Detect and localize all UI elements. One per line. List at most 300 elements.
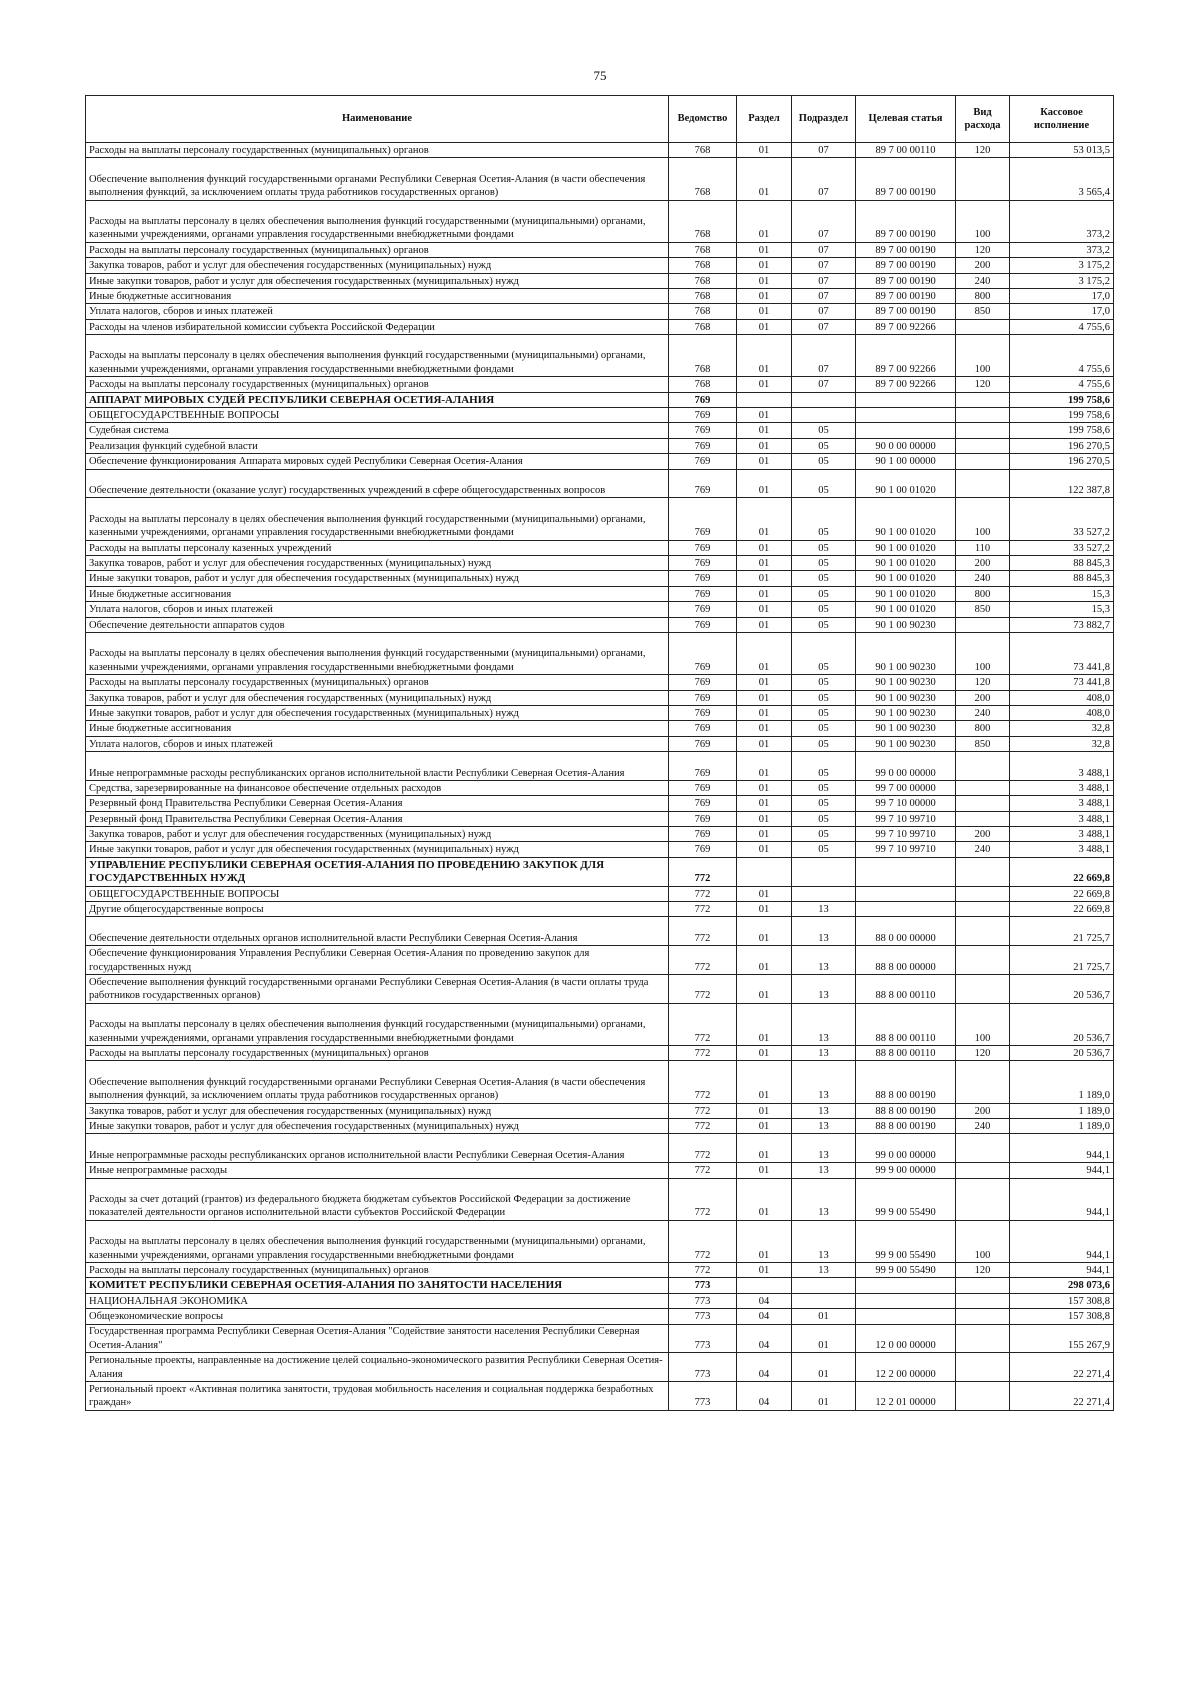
- cell-amount: 20 536,7: [1010, 1003, 1114, 1045]
- table-row: [86, 1046, 1114, 1061]
- cell-amount: 22 271,4: [1010, 1353, 1114, 1382]
- cell-kind: 200: [956, 1103, 1010, 1118]
- cell-dept: 772: [669, 1220, 737, 1262]
- cell-name: Судебная система: [86, 423, 669, 438]
- cell-section: 01: [737, 1046, 792, 1061]
- cell-kind: [956, 1293, 1010, 1308]
- cell-amount: 32,8: [1010, 736, 1114, 751]
- cell-dept: 772: [669, 1046, 737, 1061]
- cell-amount: 944,1: [1010, 1163, 1114, 1178]
- cell-amount: 199 758,6: [1010, 392, 1114, 407]
- cell-kind: [956, 1163, 1010, 1178]
- cell-dept: 768: [669, 143, 737, 158]
- cell-dept: 769: [669, 690, 737, 705]
- cell-name: Обеспечение деятельности отдельных органов исполнительной власти Республики Северная Осетия-Алания: [86, 917, 669, 946]
- cell-section: [737, 392, 792, 407]
- cell-section: 01: [737, 158, 792, 200]
- table-row: [86, 408, 1114, 423]
- cell-dept: 768: [669, 158, 737, 200]
- cell-kind: [956, 1178, 1010, 1220]
- cell-subsection: 05: [792, 617, 856, 632]
- cell-amount: 944,1: [1010, 1220, 1114, 1262]
- cell-target: 12 2 00 00000: [856, 1353, 956, 1382]
- cell-dept: 769: [669, 617, 737, 632]
- cell-name: Расходы на выплаты персоналу государственных (муниципальных) органов: [86, 242, 669, 257]
- cell-name: Реализация функций судебной власти: [86, 438, 669, 453]
- cell-target: 99 0 00 00000: [856, 752, 956, 781]
- cell-target: 99 9 00 55490: [856, 1262, 956, 1277]
- table-row: [86, 721, 1114, 736]
- cell-amount: 15,3: [1010, 586, 1114, 601]
- cell-dept: 768: [669, 200, 737, 242]
- table-row: [86, 1262, 1114, 1277]
- cell-kind: 200: [956, 690, 1010, 705]
- cell-dept: 769: [669, 408, 737, 423]
- cell-name: Региональный проект «Активная политика занятости, трудовая мобильность населения и социальная поддержка безработных граждан»: [86, 1382, 669, 1411]
- cell-name: Иные бюджетные ассигнования: [86, 288, 669, 303]
- cell-dept: 772: [669, 857, 737, 886]
- cell-section: 01: [737, 902, 792, 917]
- cell-target: 99 7 10 99710: [856, 811, 956, 826]
- cell-amount: 4 755,6: [1010, 335, 1114, 377]
- cell-name: Расходы на выплаты персоналу государственных (муниципальных) органов: [86, 1262, 669, 1277]
- cell-subsection: 05: [792, 454, 856, 469]
- cell-target: [856, 392, 956, 407]
- cell-section: 01: [737, 1134, 792, 1163]
- cell-name: Обеспечение выполнения функций государственными органами Республики Северная Осетия-Алания (в части обеспечения выполнения функций, за исключением оплаты труда работников государственных органов): [86, 158, 669, 200]
- table-row: [86, 632, 1114, 674]
- cell-subsection: 05: [792, 721, 856, 736]
- cell-target: 12 2 01 00000: [856, 1382, 956, 1411]
- cell-subsection: 07: [792, 288, 856, 303]
- col-header-name: Наименование: [86, 96, 669, 143]
- cell-section: 01: [737, 827, 792, 842]
- cell-amount: 298 073,6: [1010, 1278, 1114, 1293]
- cell-section: 01: [737, 438, 792, 453]
- cell-amount: 22 669,8: [1010, 902, 1114, 917]
- cell-target: 88 8 00 00110: [856, 1003, 956, 1045]
- cell-kind: 100: [956, 335, 1010, 377]
- cell-subsection: 05: [792, 571, 856, 586]
- cell-amount: 33 527,2: [1010, 498, 1114, 540]
- table-row: [86, 454, 1114, 469]
- cell-target: 90 1 00 01020: [856, 540, 956, 555]
- cell-dept: 769: [669, 811, 737, 826]
- cell-dept: 768: [669, 304, 737, 319]
- table-row: [86, 377, 1114, 392]
- cell-kind: [956, 1134, 1010, 1163]
- budget-table: [85, 95, 1114, 1411]
- cell-dept: 768: [669, 288, 737, 303]
- cell-section: 01: [737, 721, 792, 736]
- cell-amount: 4 755,6: [1010, 377, 1114, 392]
- cell-kind: 110: [956, 540, 1010, 555]
- table-row: [86, 946, 1114, 975]
- table-row: [86, 319, 1114, 334]
- cell-dept: 769: [669, 827, 737, 842]
- cell-target: [856, 857, 956, 886]
- cell-amount: 22 271,4: [1010, 1382, 1114, 1411]
- cell-section: 01: [737, 273, 792, 288]
- cell-dept: 769: [669, 602, 737, 617]
- cell-target: 90 1 00 01020: [856, 586, 956, 601]
- cell-section: 04: [737, 1382, 792, 1411]
- cell-dept: 773: [669, 1278, 737, 1293]
- table-row: [86, 258, 1114, 273]
- cell-amount: 1 189,0: [1010, 1061, 1114, 1103]
- table-row: [86, 1278, 1114, 1293]
- cell-section: 01: [737, 377, 792, 392]
- cell-dept: 768: [669, 258, 737, 273]
- cell-target: [856, 1309, 956, 1324]
- cell-target: 89 7 00 00110: [856, 143, 956, 158]
- cell-section: 01: [737, 258, 792, 273]
- cell-section: 01: [737, 1163, 792, 1178]
- cell-target: 99 9 00 55490: [856, 1178, 956, 1220]
- cell-target: 90 1 00 90230: [856, 632, 956, 674]
- cell-target: 88 8 00 00110: [856, 1046, 956, 1061]
- cell-kind: 850: [956, 736, 1010, 751]
- cell-section: 01: [737, 780, 792, 795]
- col-header-amount: Кассовое исполнение: [1010, 96, 1114, 143]
- cell-section: 01: [737, 705, 792, 720]
- cell-section: 01: [737, 571, 792, 586]
- cell-amount: 373,2: [1010, 242, 1114, 257]
- cell-section: 01: [737, 586, 792, 601]
- cell-amount: 4 755,6: [1010, 319, 1114, 334]
- cell-section: 01: [737, 1061, 792, 1103]
- cell-target: 89 7 00 00190: [856, 288, 956, 303]
- cell-kind: [956, 392, 1010, 407]
- cell-amount: 88 845,3: [1010, 556, 1114, 571]
- cell-subsection: 05: [792, 498, 856, 540]
- cell-dept: 769: [669, 675, 737, 690]
- cell-subsection: [792, 886, 856, 901]
- cell-subsection: 05: [792, 632, 856, 674]
- cell-dept: 772: [669, 1003, 737, 1045]
- cell-name: ОБЩЕГОСУДАРСТВЕННЫЕ ВОПРОСЫ: [86, 886, 669, 901]
- cell-dept: 769: [669, 438, 737, 453]
- table-row: [86, 736, 1114, 751]
- cell-dept: 768: [669, 242, 737, 257]
- table-row: [86, 423, 1114, 438]
- cell-kind: 800: [956, 288, 1010, 303]
- cell-dept: 769: [669, 842, 737, 857]
- cell-dept: 769: [669, 721, 737, 736]
- table-row: [86, 1382, 1114, 1411]
- cell-target: 89 7 00 92266: [856, 319, 956, 334]
- cell-amount: 3 488,1: [1010, 842, 1114, 857]
- cell-subsection: 07: [792, 200, 856, 242]
- cell-amount: 73 441,8: [1010, 675, 1114, 690]
- cell-target: [856, 423, 956, 438]
- cell-subsection: 01: [792, 1382, 856, 1411]
- table-row: [86, 602, 1114, 617]
- cell-dept: 769: [669, 571, 737, 586]
- cell-dept: 772: [669, 1118, 737, 1133]
- cell-target: 90 1 00 90230: [856, 721, 956, 736]
- cell-kind: 100: [956, 1003, 1010, 1045]
- cell-dept: 769: [669, 780, 737, 795]
- cell-target: 89 7 00 00190: [856, 273, 956, 288]
- cell-amount: 73 441,8: [1010, 632, 1114, 674]
- cell-target: [856, 902, 956, 917]
- cell-kind: [956, 1309, 1010, 1324]
- cell-name: Расходы на выплаты персоналу государственных (муниципальных) органов: [86, 143, 669, 158]
- table-row: [86, 811, 1114, 826]
- cell-kind: 800: [956, 586, 1010, 601]
- cell-amount: 408,0: [1010, 705, 1114, 720]
- cell-amount: 155 267,9: [1010, 1324, 1114, 1353]
- cell-section: [737, 1278, 792, 1293]
- cell-target: 89 7 00 92266: [856, 377, 956, 392]
- cell-subsection: 05: [792, 690, 856, 705]
- cell-kind: [956, 158, 1010, 200]
- cell-dept: 773: [669, 1382, 737, 1411]
- cell-section: 01: [737, 736, 792, 751]
- cell-section: 01: [737, 408, 792, 423]
- cell-name: Обеспечение функционирования Управления Республики Северная Осетия-Алания по проведению закупок для государственных нужд: [86, 946, 669, 975]
- cell-kind: [956, 796, 1010, 811]
- cell-subsection: 05: [792, 796, 856, 811]
- cell-section: 04: [737, 1353, 792, 1382]
- cell-target: [856, 408, 956, 423]
- cell-section: 01: [737, 319, 792, 334]
- cell-section: 01: [737, 632, 792, 674]
- cell-dept: 772: [669, 946, 737, 975]
- cell-dept: 769: [669, 586, 737, 601]
- cell-kind: [956, 811, 1010, 826]
- cell-section: 01: [737, 796, 792, 811]
- table-row: [86, 917, 1114, 946]
- cell-section: 01: [737, 335, 792, 377]
- cell-subsection: 13: [792, 946, 856, 975]
- cell-subsection: 05: [792, 602, 856, 617]
- cell-kind: [956, 1324, 1010, 1353]
- cell-subsection: 05: [792, 438, 856, 453]
- cell-name: Общеэкономические вопросы: [86, 1309, 669, 1324]
- cell-kind: 200: [956, 827, 1010, 842]
- cell-name: Расходы на выплаты персоналу государственных (муниципальных) органов: [86, 1046, 669, 1061]
- cell-subsection: 13: [792, 1103, 856, 1118]
- table-row: [86, 1220, 1114, 1262]
- cell-section: 01: [737, 946, 792, 975]
- cell-dept: 772: [669, 902, 737, 917]
- cell-section: 01: [737, 1103, 792, 1118]
- cell-target: 90 1 00 01020: [856, 469, 956, 498]
- cell-target: 12 0 00 00000: [856, 1324, 956, 1353]
- cell-target: 99 7 10 99710: [856, 842, 956, 857]
- table-row: [86, 143, 1114, 158]
- cell-section: 01: [737, 498, 792, 540]
- cell-kind: 240: [956, 842, 1010, 857]
- cell-subsection: 05: [792, 780, 856, 795]
- cell-target: 99 7 10 99710: [856, 827, 956, 842]
- cell-dept: 773: [669, 1309, 737, 1324]
- cell-kind: [956, 975, 1010, 1004]
- table-row: [86, 1003, 1114, 1045]
- cell-section: 01: [737, 242, 792, 257]
- cell-name: Уплата налогов, сборов и иных платежей: [86, 736, 669, 751]
- cell-kind: [956, 1382, 1010, 1411]
- cell-amount: 20 536,7: [1010, 1046, 1114, 1061]
- cell-target: 99 9 00 55490: [856, 1220, 956, 1262]
- cell-amount: 73 882,7: [1010, 617, 1114, 632]
- cell-subsection: 07: [792, 143, 856, 158]
- cell-amount: 32,8: [1010, 721, 1114, 736]
- cell-name: Расходы на выплаты персоналу в целях обеспечения выполнения функций государственными (муниципальными) органами, казенными учреждениями, органами управления государственными внебюджетными фондами: [86, 200, 669, 242]
- cell-subsection: 07: [792, 158, 856, 200]
- cell-dept: 769: [669, 423, 737, 438]
- table-row: [86, 586, 1114, 601]
- cell-subsection: 05: [792, 705, 856, 720]
- cell-section: 01: [737, 617, 792, 632]
- cell-name: Закупка товаров, работ и услуг для обеспечения государственных (муниципальных) нужд: [86, 1103, 669, 1118]
- cell-section: 01: [737, 540, 792, 555]
- cell-subsection: 13: [792, 1061, 856, 1103]
- cell-section: 01: [737, 556, 792, 571]
- cell-name: Расходы на выплаты персоналу государственных (муниципальных) органов: [86, 377, 669, 392]
- cell-subsection: 13: [792, 1118, 856, 1133]
- cell-kind: 100: [956, 498, 1010, 540]
- cell-kind: [956, 469, 1010, 498]
- cell-kind: 240: [956, 273, 1010, 288]
- cell-target: 89 7 00 92266: [856, 335, 956, 377]
- cell-target: 99 9 00 00000: [856, 1163, 956, 1178]
- cell-name: Иные закупки товаров, работ и услуг для обеспечения государственных (муниципальных) нужд: [86, 571, 669, 586]
- cell-target: 89 7 00 00190: [856, 200, 956, 242]
- cell-dept: 772: [669, 917, 737, 946]
- table-row: [86, 556, 1114, 571]
- cell-dept: 768: [669, 377, 737, 392]
- table-row: [86, 438, 1114, 453]
- cell-subsection: 13: [792, 1178, 856, 1220]
- table-row: [86, 540, 1114, 555]
- cell-dept: 768: [669, 319, 737, 334]
- cell-kind: 800: [956, 721, 1010, 736]
- cell-target: [856, 1293, 956, 1308]
- cell-dept: 772: [669, 886, 737, 901]
- cell-target: 88 8 00 00190: [856, 1118, 956, 1133]
- cell-dept: 772: [669, 1163, 737, 1178]
- cell-kind: [956, 886, 1010, 901]
- table-row: [86, 705, 1114, 720]
- cell-section: 01: [737, 454, 792, 469]
- cell-subsection: [792, 392, 856, 407]
- cell-amount: 88 845,3: [1010, 571, 1114, 586]
- cell-name: Иные закупки товаров, работ и услуг для обеспечения государственных (муниципальных) нужд: [86, 273, 669, 288]
- cell-name: Иные непрограммные расходы республиканских органов исполнительной власти Республики Северная Осетия-Алания: [86, 752, 669, 781]
- cell-section: 01: [737, 1003, 792, 1045]
- cell-kind: [956, 857, 1010, 886]
- table-row: [86, 1103, 1114, 1118]
- cell-subsection: 05: [792, 675, 856, 690]
- table-row: [86, 1163, 1114, 1178]
- cell-subsection: 13: [792, 902, 856, 917]
- cell-kind: 120: [956, 377, 1010, 392]
- cell-amount: 3 488,1: [1010, 752, 1114, 781]
- cell-amount: 3 565,4: [1010, 158, 1114, 200]
- table-row: [86, 1353, 1114, 1382]
- cell-subsection: 07: [792, 258, 856, 273]
- table-row: [86, 1309, 1114, 1324]
- table-row: [86, 273, 1114, 288]
- cell-target: 99 7 10 00000: [856, 796, 956, 811]
- cell-section: 01: [737, 675, 792, 690]
- cell-dept: 769: [669, 454, 737, 469]
- cell-subsection: 07: [792, 335, 856, 377]
- cell-amount: 1 189,0: [1010, 1118, 1114, 1133]
- cell-amount: 196 270,5: [1010, 454, 1114, 469]
- cell-subsection: 05: [792, 586, 856, 601]
- cell-name: Уплата налогов, сборов и иных платежей: [86, 304, 669, 319]
- cell-subsection: 13: [792, 1046, 856, 1061]
- cell-name: Расходы за счет дотаций (грантов) из федерального бюджета бюджетам субъектов Российской Федерации за достижение показателей деятельности органов исполнительной власти субъектов Российской Федерации: [86, 1178, 669, 1220]
- table-row: [86, 857, 1114, 886]
- cell-kind: 100: [956, 200, 1010, 242]
- cell-dept: 769: [669, 705, 737, 720]
- cell-target: 88 8 00 00110: [856, 975, 956, 1004]
- cell-name: Иные закупки товаров, работ и услуг для обеспечения государственных (муниципальных) нужд: [86, 1118, 669, 1133]
- cell-name: Иные закупки товаров, работ и услуг для обеспечения государственных (муниципальных) нужд: [86, 705, 669, 720]
- table-row: [86, 902, 1114, 917]
- cell-subsection: 05: [792, 842, 856, 857]
- cell-name: Резервный фонд Правительства Республики Северная Осетия-Алания: [86, 811, 669, 826]
- cell-name: Расходы на членов избирательной комиссии субъекта Российской Федерации: [86, 319, 669, 334]
- cell-kind: [956, 617, 1010, 632]
- col-header-section: Раздел: [737, 96, 792, 143]
- cell-kind: 120: [956, 675, 1010, 690]
- cell-name: Средства, зарезервированные на финансовое обеспечение отдельных расходов: [86, 780, 669, 795]
- cell-target: 89 7 00 00190: [856, 304, 956, 319]
- cell-amount: 944,1: [1010, 1178, 1114, 1220]
- table-row: [86, 498, 1114, 540]
- cell-kind: [956, 917, 1010, 946]
- table-row: [86, 288, 1114, 303]
- cell-kind: 120: [956, 1262, 1010, 1277]
- cell-dept: 772: [669, 975, 737, 1004]
- cell-amount: 53 013,5: [1010, 143, 1114, 158]
- cell-kind: [956, 780, 1010, 795]
- cell-kind: 240: [956, 571, 1010, 586]
- cell-kind: [956, 408, 1010, 423]
- cell-section: 01: [737, 811, 792, 826]
- cell-amount: 408,0: [1010, 690, 1114, 705]
- cell-subsection: 13: [792, 1220, 856, 1262]
- cell-kind: 200: [956, 258, 1010, 273]
- cell-target: 90 1 00 90230: [856, 690, 956, 705]
- cell-section: 01: [737, 1220, 792, 1262]
- cell-subsection: 07: [792, 377, 856, 392]
- table-row: [86, 842, 1114, 857]
- cell-target: [856, 886, 956, 901]
- cell-kind: 120: [956, 242, 1010, 257]
- col-header-target: Целевая статья: [856, 96, 956, 143]
- cell-amount: 3 488,1: [1010, 796, 1114, 811]
- cell-kind: 120: [956, 1046, 1010, 1061]
- cell-amount: 21 725,7: [1010, 917, 1114, 946]
- cell-dept: 769: [669, 752, 737, 781]
- table-row: [86, 1118, 1114, 1133]
- cell-section: [737, 857, 792, 886]
- cell-name: Иные закупки товаров, работ и услуг для обеспечения государственных (муниципальных) нужд: [86, 842, 669, 857]
- cell-dept: 773: [669, 1324, 737, 1353]
- cell-dept: 769: [669, 498, 737, 540]
- cell-name: Уплата налогов, сборов и иных платежей: [86, 602, 669, 617]
- cell-amount: 17,0: [1010, 304, 1114, 319]
- cell-section: 01: [737, 602, 792, 617]
- cell-dept: 768: [669, 273, 737, 288]
